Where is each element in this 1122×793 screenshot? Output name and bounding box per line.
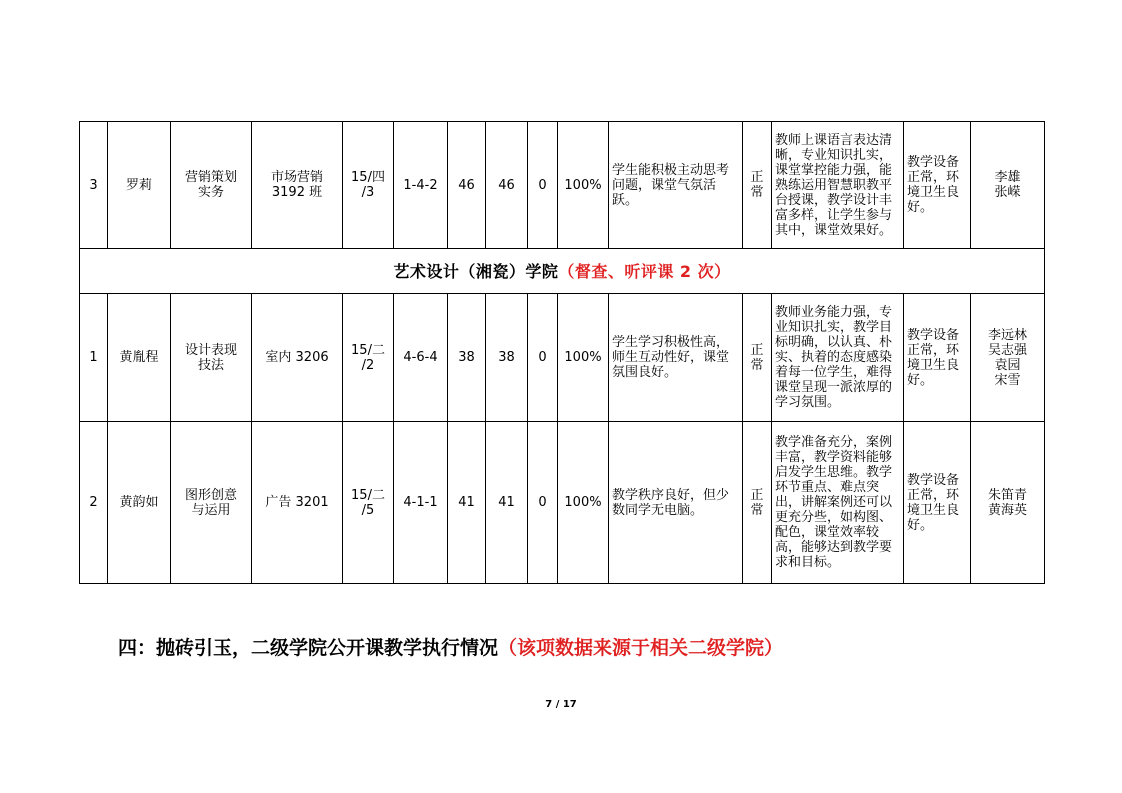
inspectors: 李远林 吴志强 袁园 宋雪 (971, 294, 1045, 422)
absent-count: 0 (528, 122, 558, 249)
page-number: 7 / 17 (545, 699, 577, 710)
enrolled-count: 41 (448, 422, 486, 584)
course-name: 营销策划 实务 (171, 122, 252, 249)
student-evaluation: 教学秩序良好，但少数同学无电脑。 (609, 422, 743, 584)
class-name: 室内 3206 (252, 294, 343, 422)
attendance-rate: 100% (558, 294, 609, 422)
absent-count: 0 (528, 294, 558, 422)
table-row (80, 422, 1045, 584)
class-name: 市场营销 3192 班 (252, 122, 343, 249)
row-number: 3 (80, 122, 108, 249)
section-heading (118, 633, 783, 660)
period: 1-4-2 (394, 122, 448, 249)
student-evaluation: 学生能积极主动思考问题，课堂气氛活跃。 (609, 122, 743, 249)
enrolled-count: 46 (448, 122, 486, 249)
teacher-evaluation: 教学准备充分，案例丰富，教学资料能够启发学生思维。教学环节重点、难点突出，讲解案例还可以更充分些，如构图、配色，课堂效率较高，能够达到教学要求和目标。 (772, 422, 904, 584)
equipment-status: 教学设备正常，环境卫生良好。 (904, 294, 971, 422)
period: 4-6-4 (394, 294, 448, 422)
row-number: 2 (80, 422, 108, 584)
present-count: 46 (486, 122, 528, 249)
present-count: 41 (486, 422, 528, 584)
teacher-evaluation: 教师上课语言表达清晰，专业知识扎实，课堂掌控能力强，能熟练运用智慧职教平台授课，教学设计丰富多样，让学生参与其中，课堂效果好。 (772, 122, 904, 249)
period: 4-1-1 (394, 422, 448, 584)
section-row (80, 249, 1045, 294)
teacher-name: 黄韵如 (108, 422, 171, 584)
course-name: 图形创意 与运用 (171, 422, 252, 584)
inspectors: 李雄 张嵘 (971, 122, 1045, 249)
teacher-evaluation: 教师业务能力强，专业知识扎实，教学目标明确，以认真、朴实、执着的态度感染着每一位学生，难得课堂呈现一派浓厚的学习氛围。 (772, 294, 904, 422)
heading-main: 四：抛砖引玉，二级学院公开课教学执行情况 (118, 637, 499, 659)
teacher-name: 罗莉 (108, 122, 171, 249)
table-row (80, 122, 1045, 249)
absent-count: 0 (528, 422, 558, 584)
week-day: 15/二 /5 (343, 422, 394, 584)
table-row (80, 294, 1045, 422)
class-order: 正 常 (743, 422, 772, 584)
class-order: 正 常 (743, 122, 772, 249)
student-evaluation: 学生学习积极性高，师生互动性好，课堂氛围良好。 (609, 294, 743, 422)
inspectors: 朱笛青 黄海英 (971, 422, 1045, 584)
teacher-name: 黄胤程 (108, 294, 171, 422)
equipment-status: 教学设备正常，环境卫生良好。 (904, 122, 971, 249)
present-count: 38 (486, 294, 528, 422)
class-order: 正 常 (743, 294, 772, 422)
college-note: （督查、听评课 2 次） (558, 261, 731, 281)
college-name: 艺术设计（湘瓷）学院 (393, 261, 559, 281)
table-body (80, 122, 1045, 584)
equipment-status: 教学设备正常，环境卫生良好。 (904, 422, 971, 584)
class-name: 广告 3201 (252, 422, 343, 584)
row-number: 1 (80, 294, 108, 422)
course-name: 设计表现 技法 (171, 294, 252, 422)
attendance-rate: 100% (558, 122, 609, 249)
week-day: 15/四 /3 (343, 122, 394, 249)
college-section-title (80, 249, 1045, 294)
heading-note: （该项数据来源于相关二级学院） (498, 637, 784, 659)
attendance-rate: 100% (558, 422, 609, 584)
enrolled-count: 38 (448, 294, 486, 422)
inspection-table (79, 121, 1045, 584)
week-day: 15/二 /2 (343, 294, 394, 422)
